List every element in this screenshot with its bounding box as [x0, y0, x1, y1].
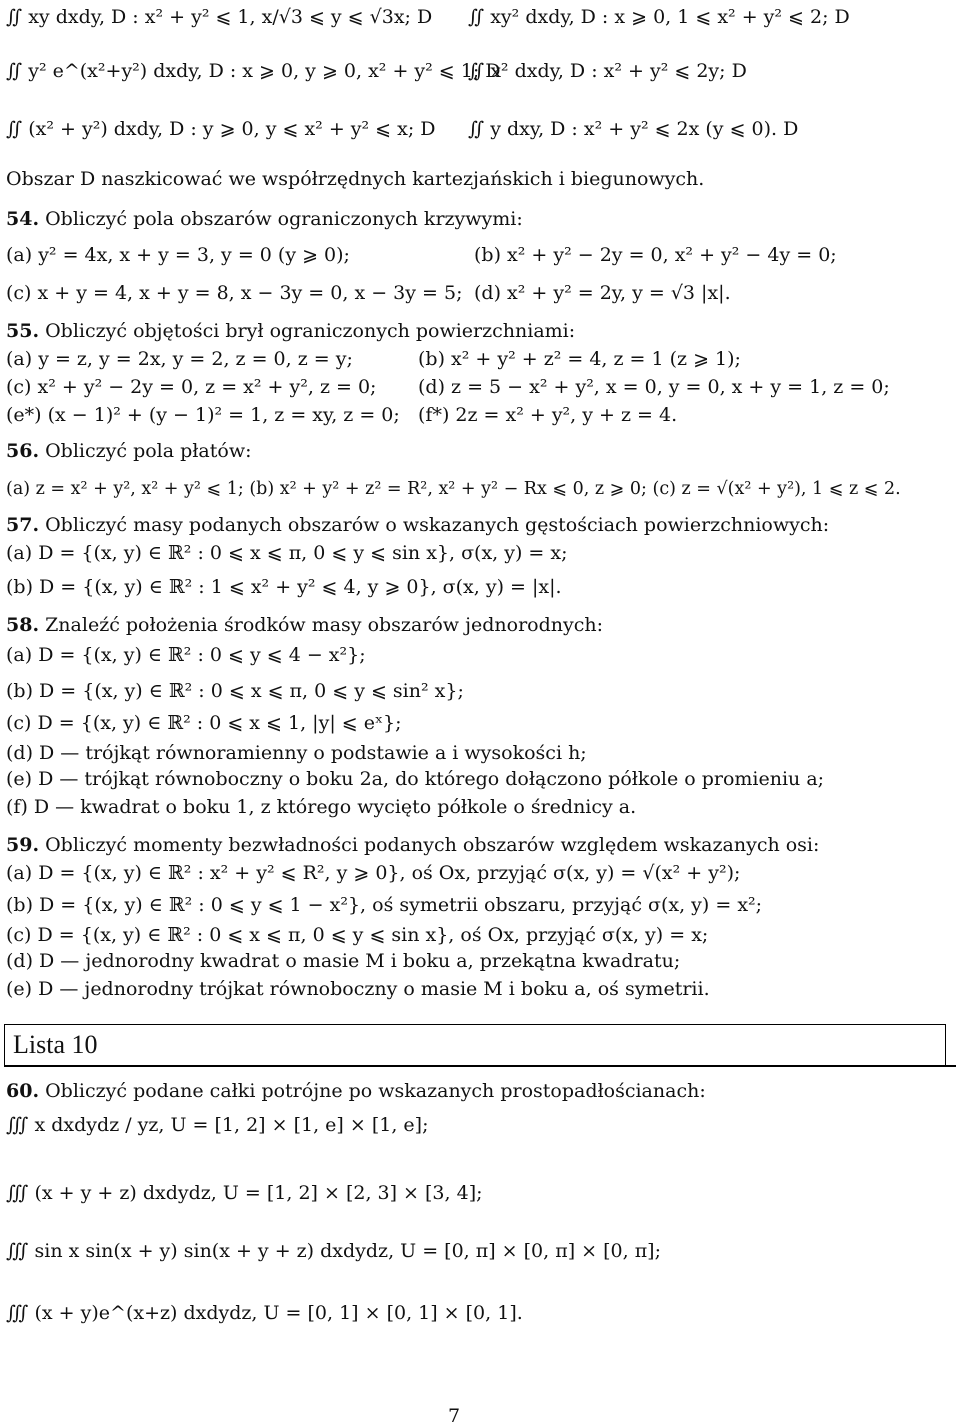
p59-b: (b) D = {(x, y) ∈ ℝ² : 0 ⩽ y ⩽ 1 − x²}, oś symetrii obszaru, przyjąć σ(x, y) = x²; — [6, 894, 763, 916]
problem-title: Obliczyć podane całki potrójne po wskazanych prostopadłościanach: — [45, 1080, 706, 1102]
p58-c: (c) D = {(x, y) ∈ ℝ² : 0 ⩽ x ⩽ 1, |y| ⩽ eˣ}; — [6, 712, 402, 734]
p60-d: ∭ (x + y)e^(x+z) dxdydz, U = [0, 1] × [0, 1] × [0, 1]. — [6, 1302, 523, 1324]
p55-d: (d) z = 5 − x² + y², x = 0, y = 0, x + y = 1, z = 0; — [418, 376, 890, 398]
problem-title: Obliczyć momenty bezwładności podanych obszarów względem wskazanych osi: — [45, 834, 820, 856]
problem-title: Obliczyć pola obszarów ograniczonych krzywymi: — [45, 208, 523, 230]
p56-line: (a) z = x² + y², x² + y² ⩽ 1; (b) x² + y² + z² = R², x² + y² − Rx ⩽ 0, z ⩾ 0; (c) z = √(x² + y²), 1 ⩽ z ⩽ 2. — [6, 479, 901, 499]
lista-title: Lista 10 — [13, 1030, 98, 1059]
p54-d: (d) x² + y² = 2y, y = √3 |x|. — [474, 282, 731, 304]
item-c-top: ∬ y² e^(x²+y²) dxdy, D : x ⩾ 0, y ⩾ 0, x² + y² ⩽ 1; D — [6, 60, 501, 82]
item-a-top: ∬ xy dxdy, D : x² + y² ⩽ 1, x/√3 ⩽ y ⩽ √3x; D — [6, 6, 433, 28]
p59-d: (d) D — jednorodny kwadrat o masie M i boku a, przekątna kwadratu; — [6, 950, 681, 972]
p59-e: (e) D — jednorodny trójkat równoboczny o masie M i boku a, oś symetrii. — [6, 978, 710, 1000]
problem-56-heading — [6, 438, 252, 464]
problem-title: Obliczyć pola płatów: — [45, 440, 252, 462]
p57-b: (b) D = {(x, y) ∈ ℝ² : 1 ⩽ x² + y² ⩽ 4, y ⩾ 0}, σ(x, y) = |x|. — [6, 576, 562, 598]
p60-c: ∭ sin x sin(x + y) sin(x + y + z) dxdydz, U = [0, π] × [0, π] × [0, π]; — [6, 1240, 661, 1262]
p55-f: (f*) 2z = x² + y², y + z = 4. — [418, 404, 678, 426]
p55-e: (e*) (x − 1)² + (y − 1)² = 1, z = xy, z = 0; — [6, 404, 400, 426]
p54-c: (c) x + y = 4, x + y = 8, x − 3y = 0, x − 3y = 5; — [6, 282, 463, 304]
problem-number: 57. — [6, 514, 40, 536]
problem-title: Obliczyć objętości brył ograniczonych powierzchniami: — [45, 320, 576, 342]
problem-number: 56. — [6, 440, 40, 462]
problem-57-heading — [6, 512, 829, 538]
problem-number: 58. — [6, 614, 40, 636]
p55-a: (a) y = z, y = 2x, y = 2, z = 0, z = y; — [6, 348, 353, 370]
p55-b: (b) x² + y² + z² = 4, z = 1 (z ⩾ 1); — [418, 348, 741, 370]
p57-a: (a) D = {(x, y) ∈ ℝ² : 0 ⩽ x ⩽ π, 0 ⩽ y ⩽ sin x}, σ(x, y) = x; — [6, 542, 568, 564]
problem-60-heading — [6, 1078, 706, 1104]
p60-a: ∭ x dxdydz / yz, U = [1, 2] × [1, e] × [1, e]; — [6, 1114, 429, 1136]
p54-b: (b) x² + y² − 2y = 0, x² + y² − 4y = 0; — [474, 244, 837, 266]
problem-number: 55. — [6, 320, 40, 342]
p60-b: ∭ (x + y + z) dxdydz, U = [1, 2] × [2, 3] × [3, 4]; — [6, 1182, 483, 1204]
problem-58-heading — [6, 612, 603, 638]
p58-d: (d) D — trójkąt równoramienny o podstawie a i wysokości h; — [6, 742, 587, 764]
page-number: 7 — [448, 1405, 461, 1427]
p55-c: (c) x² + y² − 2y = 0, z = x² + y², z = 0; — [6, 376, 377, 398]
problem-59-heading — [6, 832, 819, 858]
problem-number: 59. — [6, 834, 40, 856]
p59-a: (a) D = {(x, y) ∈ ℝ² : x² + y² ⩽ R², y ⩾ 0}, oś Ox, przyjąć σ(x, y) = √(x² + y²); — [6, 862, 741, 884]
p54-a: (a) y² = 4x, x + y = 3, y = 0 (y ⩾ 0); — [6, 244, 350, 266]
p58-f: (f) D — kwadrat o boku 1, z którego wycięto półkole o średnicy a. — [6, 796, 637, 818]
item-e-top: ∬ (x² + y²) dxdy, D : y ⩾ 0, y ⩽ x² + y² ⩽ x; D — [6, 118, 436, 140]
lista-header-box — [4, 1024, 946, 1066]
obszar-note: Obszar D naszkicować we współrzędnych kartezjańskich i biegunowych. — [6, 168, 705, 190]
problem-title: Obliczyć masy podanych obszarów o wskazanych gęstościach powierzchniowych: — [45, 514, 830, 536]
item-f-top: ∬ y dxy, D : x² + y² ⩽ 2x (y ⩽ 0). D — [468, 118, 799, 140]
p58-a: (a) D = {(x, y) ∈ ℝ² : 0 ⩽ y ⩽ 4 − x²}; — [6, 644, 366, 666]
problem-55-heading — [6, 318, 575, 344]
problem-number: 54. — [6, 208, 40, 230]
header-rule — [4, 1065, 956, 1067]
item-b-top: ∬ xy² dxdy, D : x ⩾ 0, 1 ⩽ x² + y² ⩽ 2; D — [468, 6, 850, 28]
problem-number: 60. — [6, 1080, 40, 1102]
p59-c: (c) D = {(x, y) ∈ ℝ² : 0 ⩽ x ⩽ π, 0 ⩽ y ⩽ sin x}, oś Ox, przyjąć σ(x, y) = x; — [6, 924, 709, 946]
p58-e: (e) D — trójkąt równoboczny o boku 2a, do którego dołączono półkole o promieniu a; — [6, 768, 825, 790]
problem-title: Znaleźć położenia środków masy obszarów jednorodnych: — [45, 614, 604, 636]
p58-b: (b) D = {(x, y) ∈ ℝ² : 0 ⩽ x ⩽ π, 0 ⩽ y ⩽ sin² x}; — [6, 680, 464, 702]
problem-54-heading — [6, 206, 523, 232]
item-d-top: ∬ x² dxdy, D : x² + y² ⩽ 2y; D — [468, 60, 747, 82]
